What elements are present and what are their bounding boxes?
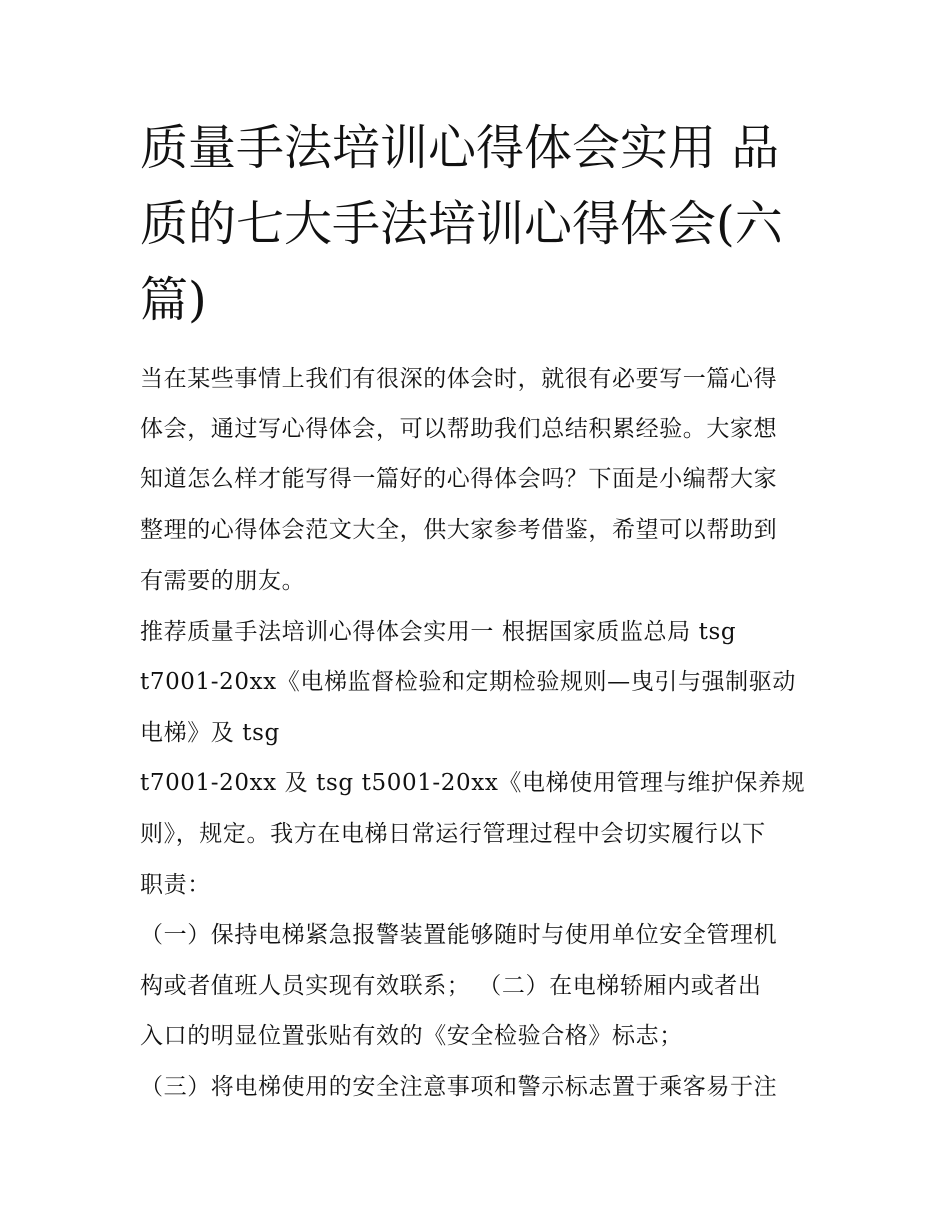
body-line: 当在某些事情上我们有很深的体会时，就很有必要写一篇心得 xyxy=(140,366,778,392)
body-line: 电梯》及 tsg xyxy=(140,720,280,746)
document-title: 质量手法培训心得体会实用 品质的七大手法培训心得体会(六篇) xyxy=(140,120,783,328)
body-line: 整理的心得体会范文大全，供大家参考借鉴，希望可以帮助到 xyxy=(140,517,778,543)
body-line: 则》，规定。我方在电梯日常运行管理过程中会切实履行以下 xyxy=(140,821,766,847)
body-line: （一）保持电梯紧急报警装置能够随时与使用单位安全管理机 xyxy=(140,922,778,948)
body-line: 入口的明显位置张贴有效的《安全检验合格》标志； xyxy=(140,1023,683,1049)
body-line: 知道怎么样才能写得一篇好的心得体会吗？下面是小编帮大家 xyxy=(140,466,778,492)
body-line: 职责： xyxy=(140,872,211,898)
body-line: 构或者值班人员实现有效联系； （二）在电梯轿厢内或者出 xyxy=(140,973,762,999)
body-line: 体会，通过写心得体会，可以帮助我们总结积累经验。大家想 xyxy=(140,416,778,442)
body-line: （三）将电梯使用的安全注意事项和警示标志置于乘客易于注 xyxy=(140,1074,778,1100)
body-line: 推荐质量手法培训心得体会实用一 根据国家质监总局 tsg xyxy=(140,619,737,645)
body-line: t7001-20xx 及 tsg t5001-20xx《电梯使用管理与维护保养规 xyxy=(140,770,806,796)
body-line: t7001-20xx《电梯监督检验和定期检验规则—曳引与强制驱动 xyxy=(140,669,796,695)
body-line: 有需要的朋友。 xyxy=(140,568,306,594)
